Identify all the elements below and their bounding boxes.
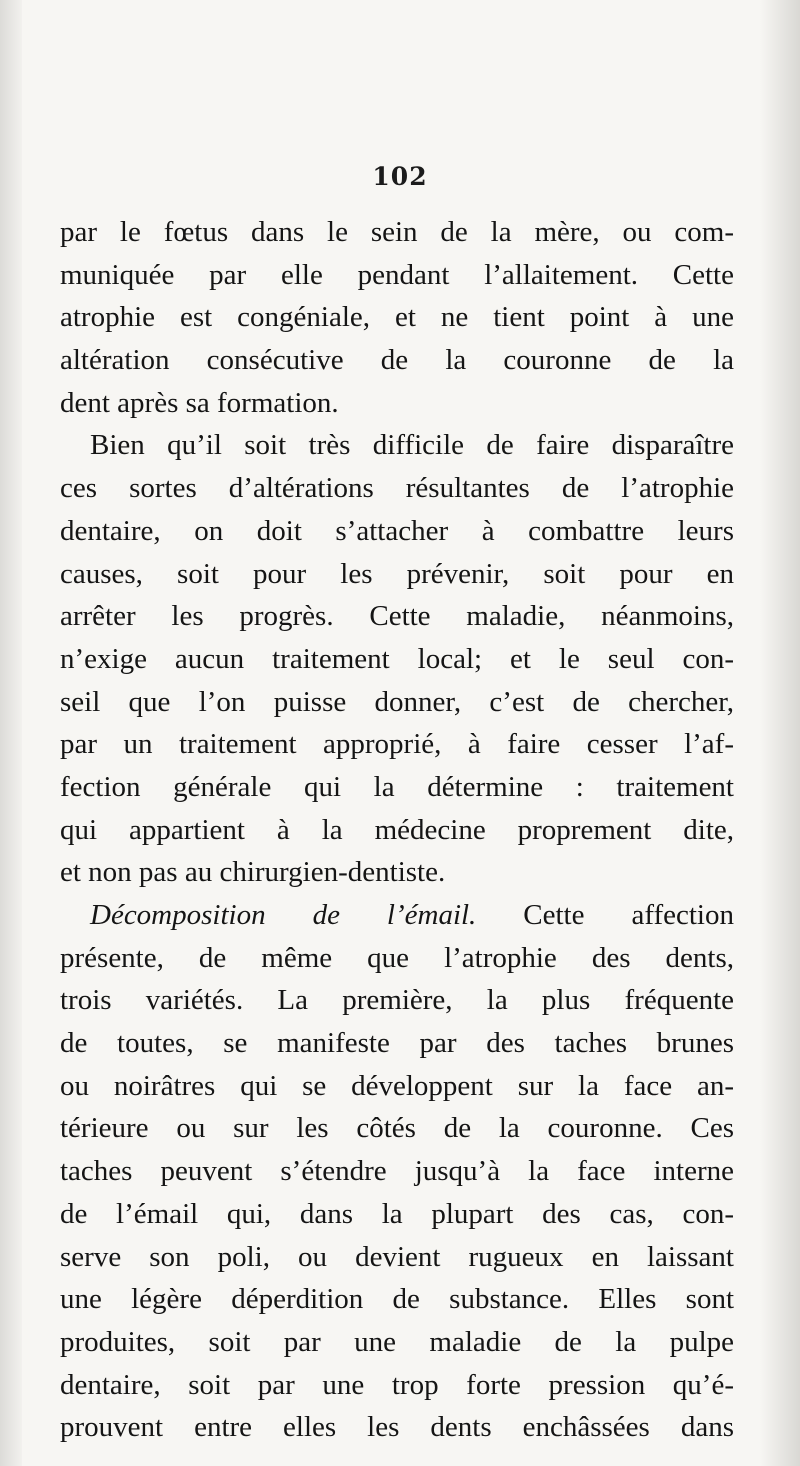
text-line: présente, de même que l’atrophie des dents, xyxy=(60,941,734,974)
text-line: n’exige aucun traitement local; et le seul con- xyxy=(60,642,734,675)
text-line: produites, soit par une maladie de la pulpe xyxy=(60,1325,734,1358)
text-line: et non pas au chirurgien-dentiste. xyxy=(60,856,446,889)
text-line: une légère déperdition de substance. Elles sont xyxy=(60,1283,734,1316)
text-line: ou noirâtres qui se développent sur la face an- xyxy=(60,1069,734,1102)
text-line: atrophie est congéniale, et ne tient point à une xyxy=(60,301,734,334)
text-line: dentaire, soit par une trop forte pression qu’é- xyxy=(60,1368,734,1401)
text-line: ces sortes d’altérations résultantes de l’atrophie xyxy=(60,472,734,505)
text-line: prouvent entre elles les dents enchâssées dans xyxy=(60,1411,734,1444)
text-line: altération consécutive de la couronne de la xyxy=(60,344,734,377)
text-line: trois variétés. La première, la plus fréquente xyxy=(60,984,734,1017)
section-heading-italic: Décomposition de l’émail. xyxy=(90,899,477,931)
text-line: térieure ou sur les côtés de la couronne. Ces xyxy=(60,1112,734,1145)
text-line-with-heading xyxy=(60,894,734,937)
text-line-rest: Cette affection xyxy=(476,899,734,931)
text-line: de l’émail qui, dans la plupart des cas, con- xyxy=(60,1197,734,1230)
page-edge-shadow xyxy=(760,0,800,1466)
page-gutter-shadow xyxy=(0,0,22,1466)
text-line: muniquée par elle pendant l’allaitement. Cette xyxy=(60,258,734,291)
text-line: dent après sa formation. xyxy=(60,386,339,419)
text-line: dentaire, on doit s’attacher à combattre leurs xyxy=(60,514,734,547)
text-line: par un traitement approprié, à faire cesser l’af- xyxy=(60,728,734,761)
text-line: serve son poli, ou devient rugueux en laissant xyxy=(60,1240,734,1273)
text-line: Bien qu’il soit très difficile de faire disparaître xyxy=(90,429,734,462)
page-number: 102 xyxy=(372,162,428,191)
text-line: qui appartient à la médecine proprement dite, xyxy=(60,813,734,846)
text-line: causes, soit pour les prévenir, soit pour en xyxy=(60,557,734,590)
text-line: arrêter les progrès. Cette maladie, néanmoins, xyxy=(60,600,734,633)
text-line: fection générale qui la détermine : traitement xyxy=(60,770,734,803)
body-text xyxy=(60,211,734,1449)
text-line: de toutes, se manifeste par des taches brunes xyxy=(60,1027,734,1060)
text-line: taches peuvent s’étendre jusqu’à la face interne xyxy=(60,1155,734,1188)
text-line: seil que l’on puisse donner, c’est de chercher, xyxy=(60,685,734,718)
text-line: par le fœtus dans le sein de la mère, ou com- xyxy=(60,216,734,248)
